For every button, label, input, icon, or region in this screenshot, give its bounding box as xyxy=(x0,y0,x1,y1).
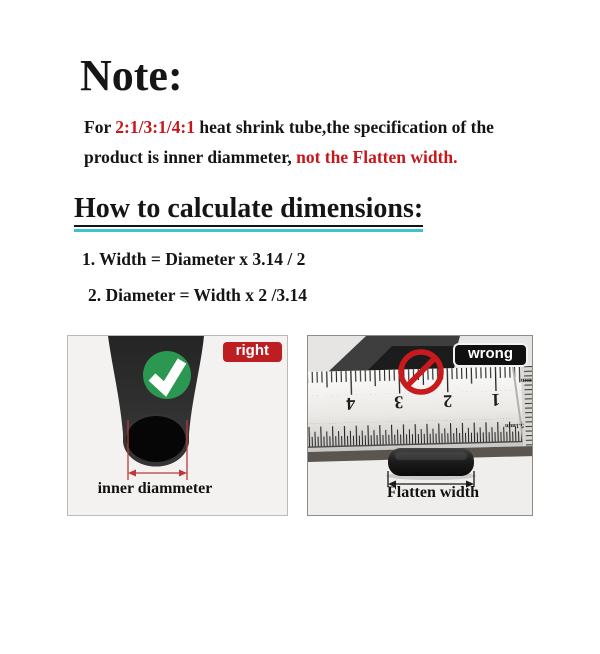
ruler-unit-top-label: mm xyxy=(520,376,532,384)
ruler-unit-side-label: 5.1mm xyxy=(504,421,525,430)
formula-width: 1. Width = Diameter x 3.14 / 2 xyxy=(82,249,306,269)
calc-title: How to calculate dimensions: xyxy=(74,194,423,227)
note-body-line2: product is inner diammeter, xyxy=(84,147,297,167)
ruler-number-1: 1 xyxy=(491,389,501,411)
ruler xyxy=(308,366,532,462)
ratio-highlight: 2:1/3:1/4:1 xyxy=(115,117,195,137)
calc-title-row xyxy=(74,194,600,232)
ruler-number-2: 2 xyxy=(443,391,453,412)
wrong-badge: wrong xyxy=(455,345,526,365)
inner-diameter-caption: inner diammeter xyxy=(97,480,213,497)
page xyxy=(0,51,600,516)
ruler-number-3: 3 xyxy=(394,392,404,413)
note-body-line1: heat shrink tube,the specification of the xyxy=(195,117,494,137)
wrong-example-panel xyxy=(307,335,533,516)
warning-highlight: not the Flatten width. xyxy=(296,147,458,167)
flattened-tube xyxy=(386,448,476,480)
note-paragraph xyxy=(84,112,562,172)
ruler-number-4: 4 xyxy=(346,393,356,414)
example-panels xyxy=(67,335,600,516)
note-title: Note: xyxy=(80,51,183,100)
calc-title-underline xyxy=(74,194,423,232)
correct-example-panel xyxy=(67,335,288,516)
note-prefix: For xyxy=(84,117,116,137)
check-icon xyxy=(143,351,191,399)
formula-diameter: 2. Diameter = Width x 2 /3.14 xyxy=(88,285,307,305)
flatten-width-caption: Flatten width xyxy=(387,484,479,501)
right-badge: right xyxy=(223,342,282,362)
